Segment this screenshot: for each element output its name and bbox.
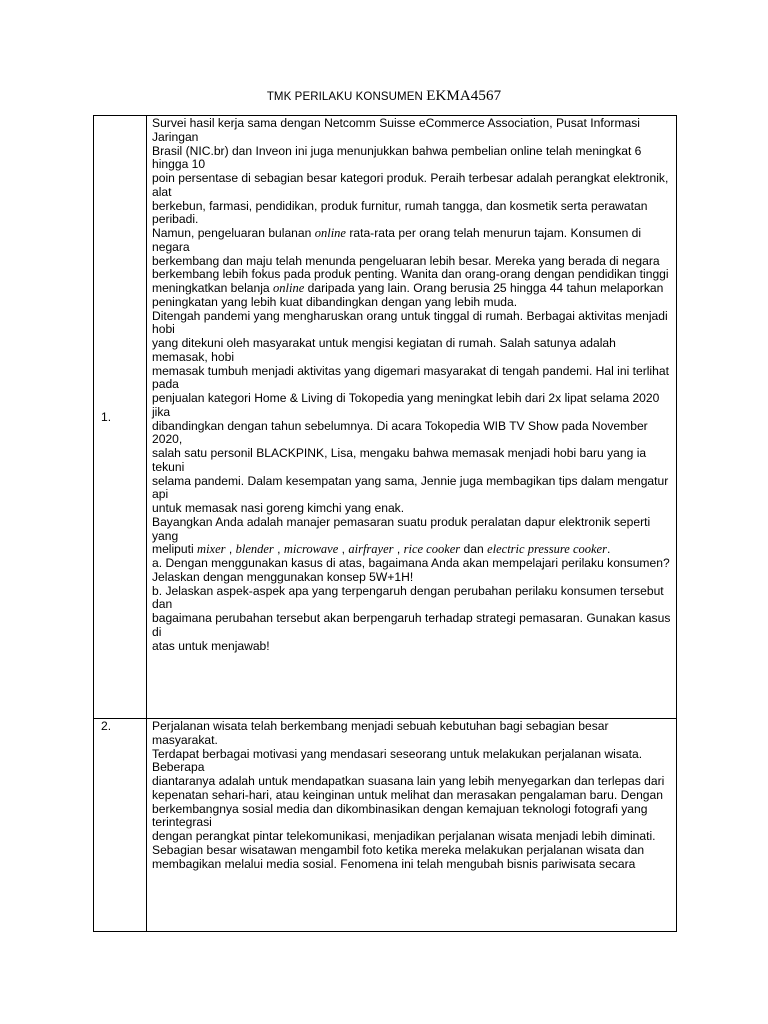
text-line: Jelaskan dengan menggunakan konsep 5W+1H!: [152, 569, 414, 584]
question-number: 2.: [94, 719, 147, 932]
text-line: peningkatan yang lebih kuat dibandingkan dengan yang lebih muda.: [152, 294, 518, 309]
italic-term: electric pressure cooker: [487, 542, 607, 557]
text-line: atas untuk menjawab!: [152, 638, 270, 653]
table-row: [94, 116, 677, 719]
italic-term: rice cooker: [403, 542, 461, 557]
text-line: memasak tumbuh menjadi aktivitas yang digemari masyarakat di tengah pandemi. Hal ini terlihat pada: [152, 363, 669, 392]
text-line: berkembangnya sosial media dan dikombinasikan dengan kemajuan teknologi fotografi yang terintegrasi: [152, 801, 648, 830]
italic-term: online: [314, 226, 346, 240]
text-line: a. Dengan menggunakan kasus di atas, bagaimana Anda akan mempelajari perilaku konsumen?: [152, 556, 670, 570]
italic-term: mixer: [197, 542, 226, 557]
text-line: bagaimana perubahan tersebut akan berpengaruh terhadap strategi pemasaran. Gunakan kasus di: [152, 611, 671, 639]
text-line: dengan perangkat pintar telekomunikasi, menjadikan perjalanan wisata menjadi lebih diminati.: [152, 829, 656, 843]
text-line: b. Jelaskan aspek-aspek apa yang terpengaruh dengan perubahan perilaku konsumen tersebut dan: [152, 583, 664, 612]
text-line: Perjalanan wisata telah berkembang menjadi sebuah kebutuhan bagi sebagian besar masyarakat.: [152, 719, 609, 747]
text-line: penjualan kategori Home & Living di Tokopedia yang meningkat lebih dari 2x lipat selama 2020 jika: [152, 391, 660, 419]
text-line: yang ditekuni oleh masyarakat untuk mengisi kegiatan di rumah. Salah satunya adalah memasak, hobi: [152, 336, 616, 364]
document-title: [0, 88, 768, 105]
text-line: berkembang lebih fokus pada produk penting. Wanita dan orang-orang dengan pendidikan tinggi: [152, 267, 669, 282]
text-line: salah satu personil BLACKPINK, Lisa, mengaku bahwa memasak menjadi hobi baru yang ia tekuni: [152, 446, 647, 474]
italic-term: microwave: [283, 542, 339, 557]
assignment-table: [93, 115, 677, 932]
text-line: meliputi mixer , blender , microwave , airfrayer , rice cooker dan electric pressure cooker.: [152, 542, 611, 557]
text-line: membagikan melalui media sosial. Fenomena ini telah mengubah bisnis pariwisata secara: [152, 856, 636, 871]
text-line: diantaranya adalah untuk mendapatkan suasana lain yang lebih menyegarkan dan terlepas dari: [152, 774, 665, 788]
title-prefix: TMK PERILAKU KONSUMEN: [266, 91, 423, 103]
italic-term: blender: [235, 542, 274, 557]
text-line: Terdapat berbagai motivasi yang mendasari seseorang untuk melakukan perjalanan wisata. Beberapa: [152, 746, 643, 775]
text-line: Bayangkan Anda adalah manajer pemasaran suatu produk peralatan dapur elektronik seperti yang: [152, 514, 651, 543]
italic-term: online: [273, 281, 305, 295]
text-line: Ditengah pandemi yang mengharuskan orang untuk tinggal di rumah. Berbagai aktivitas menjadi hobi: [152, 308, 668, 337]
table-row: [94, 719, 677, 932]
question-text: [147, 116, 677, 719]
text-line: berkebun, farmasi, pendidikan, produk furnitur, rumah tangga, dan kosmetik serta perawatan peribadi.: [152, 198, 648, 227]
course-code: EKMA4567: [426, 88, 502, 104]
text-line: dibandingkan dengan tahun sebelumnya. Di acara Tokopedia WIB TV Show pada November 2020,: [152, 418, 648, 447]
text-line: Sebagian besar wisatawan mengambil foto ketika mereka melakukan perjalanan wisata dan: [152, 842, 645, 857]
text-line: kepenatan sehari-hari, atau keinginan untuk melihat dan merasakan pengalaman baru. Dengan: [152, 787, 663, 802]
text-line: meningkatkan belanja online daripada yang lain. Orang berusia 25 hingga 44 tahun melaporkan: [152, 281, 664, 295]
text-line: berkembang dan maju telah menunda pengeluaran lebih besar. Mereka yang berada di negara: [152, 253, 660, 268]
italic-term: airfrayer: [348, 542, 394, 557]
text-line: Brasil (NIC.br) dan Inveon ini juga menunjukkan bahwa pembelian online telah meningkat 6 hingga 10: [152, 143, 642, 172]
text-line: selama pandemi. Dalam kesempatan yang sama, Jennie juga membagikan tips dalam mengatur api: [152, 473, 669, 502]
question-text: [147, 719, 677, 932]
question-number: 1.: [94, 116, 147, 719]
text-line: Survei hasil kerja sama dengan Netcomm Suisse eCommerce Association, Pusat Informasi Jaringan: [152, 116, 640, 144]
text-line: poin persentase di sebagian besar kategori produk. Peraih terbesar adalah perangkat elektronik, alat: [152, 171, 669, 199]
text-line: Namun, pengeluaran bulanan online rata-rata per orang telah menurun tajam. Konsumen di negara: [152, 226, 642, 254]
text-line: untuk memasak nasi goreng kimchi yang enak.: [152, 501, 405, 515]
